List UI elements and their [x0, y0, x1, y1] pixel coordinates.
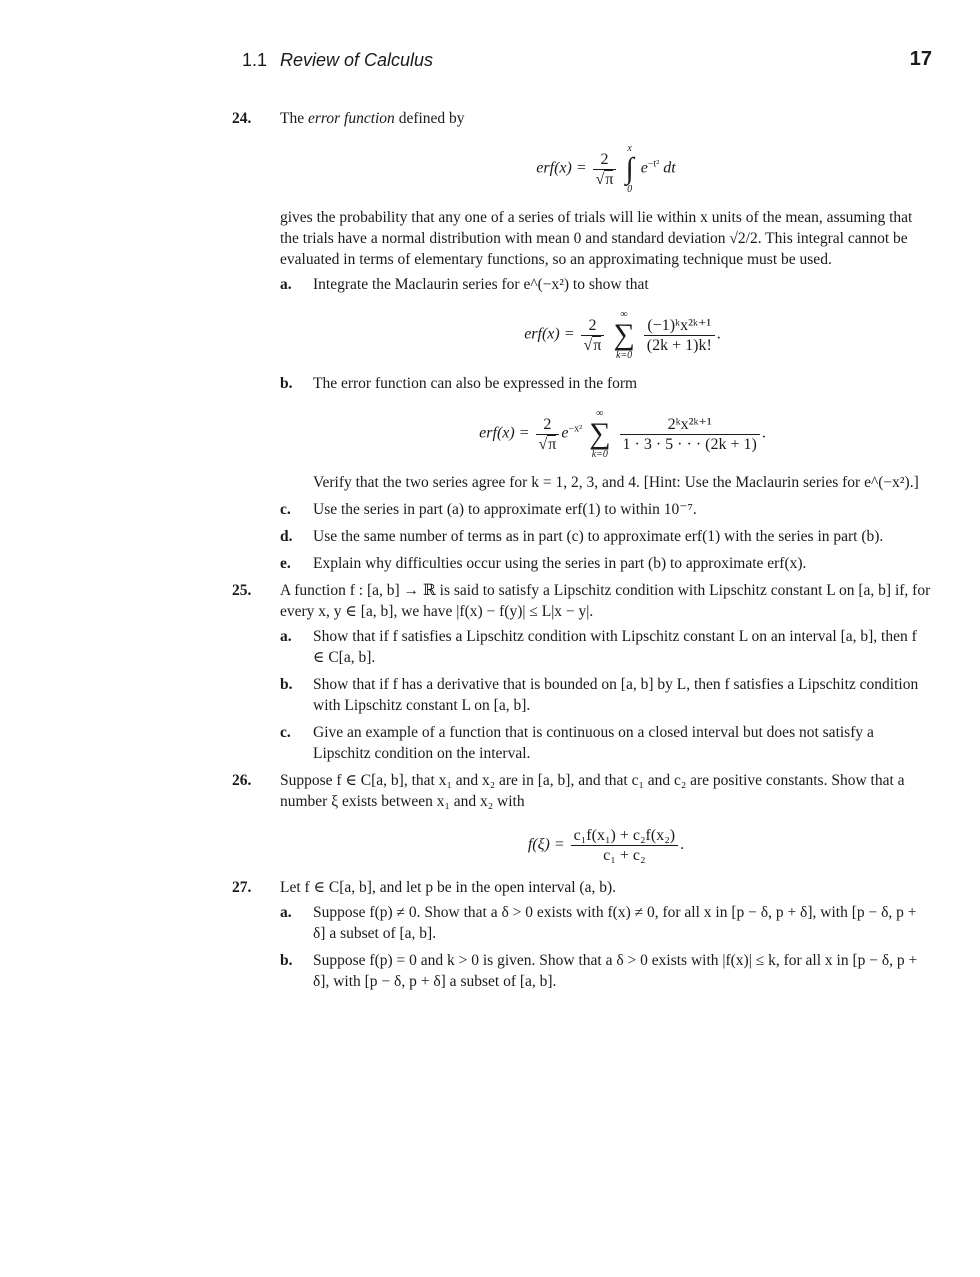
- problem-body: Suppose f ∈ C[a, b], that x₁ and x₂ are in [a, b], and that c₁ and c₂ are positive constants. Show that a number ξ exists between x₁ and x₂ with: [280, 772, 905, 810]
- problem-body: A function f : [a, b] → ℝ is said to satisfy a Lipschitz condition with Lipschitz constant L on [a, b] if, for every x, y ∈ [a, b], we have |f(x) − f(y)| ≤ L|x − y|.: [280, 582, 931, 620]
- fraction: [536, 415, 560, 454]
- denominator: 1 · 3 · 5 · · · (2k + 1): [622, 435, 757, 453]
- part-a: [280, 274, 932, 361]
- part-text: Use the series in part (a) to approximate erf(1) to within 10⁻⁷.: [313, 501, 697, 518]
- part-text: The error function can also be expressed in the form: [313, 375, 638, 392]
- part-text: Show that if f satisfies a Lipschitz condition with Lipschitz constant L on an interval [a, b], then f ∈ C[a, b].: [313, 628, 917, 666]
- section-number: 1.1: [242, 50, 268, 70]
- erf-lhs: erf(x) =: [524, 325, 579, 343]
- part-text: Show that if f has a derivative that is bounded on [a, b] by L, then f satisfies a Lipschitz condition with Lipschitz constant L on [a, b].: [313, 676, 919, 714]
- integrand-exponent: −t²: [647, 158, 660, 170]
- problem-number: 25.: [232, 582, 252, 599]
- fraction: [581, 316, 605, 355]
- part-label: b.: [280, 952, 293, 969]
- problem-27: [232, 877, 932, 992]
- part-label: b.: [280, 676, 293, 693]
- numerator: (−1)ᵏx²ᵏ⁺¹: [644, 316, 715, 336]
- part-text: Suppose f(p) ≠ 0. Show that a δ > 0 exists with f(x) ≠ 0, for all x in [p − δ, p + δ], with [p − δ, p + δ] a subset of [a, b].: [313, 904, 917, 942]
- sum-lower: k=0: [615, 350, 633, 361]
- equation-series-a: [313, 309, 932, 361]
- part-label: a.: [280, 628, 292, 645]
- problem-number: 26.: [232, 772, 252, 789]
- integral-lower: 0: [627, 184, 633, 195]
- sum-upper: ∞: [620, 309, 628, 320]
- integrand-base: e: [640, 159, 648, 177]
- sqrt-pi: π: [548, 435, 557, 453]
- part-d: [280, 526, 932, 547]
- part-b: [280, 950, 932, 992]
- sum-sign: ∑: [613, 318, 635, 351]
- problem-26: [232, 770, 932, 865]
- fraction: [571, 826, 679, 865]
- sqrt-sign: √: [583, 336, 593, 354]
- prefactor-exponent: −x²: [568, 423, 583, 435]
- integral-upper: x: [627, 143, 632, 154]
- part-b: [280, 674, 932, 716]
- sum-upper: ∞: [596, 408, 604, 419]
- denominator: c₁ + c₂: [603, 847, 646, 864]
- part-c: [280, 722, 932, 764]
- page-header: [242, 48, 932, 76]
- problem-body: Let f ∈ C[a, b], and let p be in the open interval (a, b).: [280, 879, 616, 896]
- part-a: [280, 626, 932, 668]
- equation-erf-integral: [280, 143, 932, 195]
- part-text: Use the same number of terms as in part (c) to approximate erf(1) with the series in part (b).: [313, 528, 884, 545]
- part-b: [280, 373, 932, 493]
- part-c: [280, 499, 932, 520]
- sqrt-sign: √: [538, 435, 548, 453]
- sqrt-sign: √: [595, 170, 605, 188]
- fraction: [620, 415, 760, 454]
- numerator: c₁f(x₁) + c₂f(x₂): [571, 826, 679, 846]
- sum-sign: ∑: [589, 417, 611, 450]
- problem-parts: [280, 626, 932, 764]
- summation-operator: [589, 408, 610, 460]
- part-label: b.: [280, 375, 293, 392]
- part-e: [280, 553, 932, 574]
- part-label: a.: [280, 276, 292, 293]
- part-label: c.: [280, 724, 291, 741]
- problem-25: [232, 580, 932, 764]
- erf-lhs: erf(x) =: [536, 159, 591, 177]
- error-function-term: error function: [307, 110, 395, 127]
- numerator: 2: [593, 150, 617, 170]
- denominator: (2k + 1)k!: [646, 336, 712, 354]
- sum-lower: k=0: [591, 449, 608, 460]
- sqrt-pi: π: [593, 336, 602, 354]
- integral-sign: ∫: [625, 152, 634, 185]
- page-number: 17: [909, 48, 932, 70]
- fraction: [593, 150, 617, 189]
- problem-number: 27.: [232, 879, 252, 896]
- mvt-lhs: f(ξ) =: [527, 836, 569, 854]
- numerator: 2: [581, 316, 605, 336]
- denominator: [581, 336, 605, 355]
- page-body: [232, 108, 932, 998]
- fraction: [644, 316, 715, 355]
- part-text: Integrate the Maclaurin series for e^(−x²) to show that: [313, 276, 649, 293]
- equation-weighted-mean: [280, 826, 932, 865]
- summation-operator: [613, 309, 634, 361]
- numerator: 2: [536, 415, 560, 435]
- integral-operator: [625, 143, 633, 195]
- part-text: Suppose f(p) = 0 and k > 0 is given. Show that a δ > 0 exists with |f(x)| ≤ k, for all x in [p − δ, p + δ], with [p − δ, p + δ] a subset of [a, b].: [313, 952, 918, 990]
- problem-24: [232, 108, 932, 574]
- part-label: a.: [280, 904, 292, 921]
- problem-parts: [280, 902, 932, 992]
- problem-number: 24.: [232, 110, 252, 127]
- denominator: [593, 170, 617, 189]
- integrand-differential: dt: [659, 159, 676, 177]
- sqrt-pi: π: [605, 170, 614, 188]
- part-label: c.: [280, 501, 291, 518]
- problem-body: gives the probability that any one of a series of trials will lie within x units of the mean, assuming that the trials have a normal distribution with mean 0 and standard deviation √2/2. This integral cannot be evaluated in terms of elementary functions, so an approximating technique must be used.: [280, 209, 913, 268]
- prefactor-base: e: [561, 424, 569, 442]
- part-followup: Verify that the two series agree for k = 1, 2, 3, and 4. [Hint: Use the Maclaurin series for e^(−x²).]: [313, 474, 919, 491]
- problem-parts: [280, 274, 932, 574]
- period: .: [761, 424, 766, 442]
- part-label: e.: [280, 555, 291, 572]
- part-label: d.: [280, 528, 293, 545]
- part-text: Explain why difficulties occur using the series in part (b) to approximate erf(x).: [313, 555, 807, 572]
- denominator: [536, 435, 560, 454]
- numerator: 2ᵏx²ᵏ⁺¹: [620, 415, 760, 435]
- part-a: [280, 902, 932, 944]
- period: .: [716, 325, 721, 343]
- period: .: [680, 836, 685, 854]
- part-text: Give an example of a function that is continuous on a closed interval but does not satisfy a Lipschitz condition on the interval.: [313, 724, 874, 762]
- erf-lhs: erf(x) =: [479, 424, 534, 442]
- section-title: Review of Calculus: [280, 50, 434, 70]
- problem-intro: The error function defined by: [280, 110, 465, 127]
- equation-series-b: [313, 408, 932, 460]
